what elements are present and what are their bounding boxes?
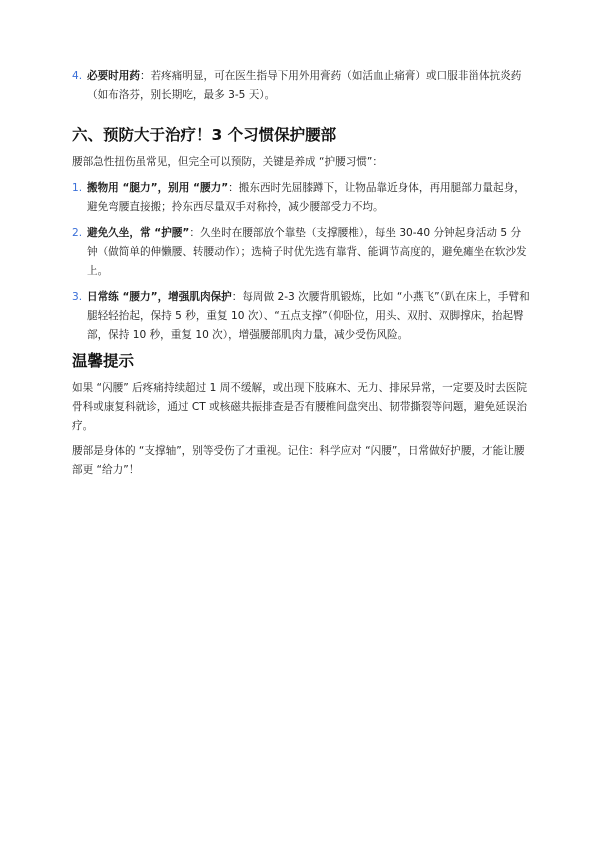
list-item — [72, 179, 530, 217]
list-item-heading: 必要时用药 — [87, 70, 140, 82]
list-number: 3. — [72, 291, 83, 303]
list-item-heading: 日常练 “腰力”，增强肌肉保护 — [87, 291, 232, 303]
list-item — [72, 288, 530, 345]
list-item-text: ：久坐时在腰部放个靠垫（支撑腰椎），每坐 30-40 分钟起身活动 5 分钟（做简单的伸懒腰、转腰动作）；选椅子时优先选有靠背、能调节高度的，避免瘫坐在软沙发上。 — [87, 227, 527, 277]
treatment-list-continued — [72, 67, 530, 105]
prevention-list — [72, 179, 530, 345]
list-item — [72, 224, 530, 281]
list-item-text: ：搬东西时先屈膝蹲下，让物品靠近身体，再用腿部力量起身，避免弯腰直接搬；拎东西尽量双手对称拎，减少腰部受力不均。 — [87, 182, 525, 213]
tips-paragraph: 腰部是身体的 “支撑轴”，别等受伤了才重视。记住：科学应对 “闪腰”，日常做好护腰，才能让腰部更 “给力”！ — [72, 445, 525, 476]
list-number: 2. — [72, 227, 83, 239]
list-number: 1. — [72, 182, 83, 194]
list-item-text: ：若疼痛明显，可在医生指导下用外用膏药（如活血止痛膏）或口服非甾体抗炎药（如布洛芬，别长期吃，最多 3-5 天）。 — [87, 70, 522, 101]
tips-paragraph: 如果 “闪腰” 后疼痛持续超过 1 周不缓解，或出现下肢麻木、无力、排尿异常，一定要及时去医院骨科或康复科就诊，通过 CT 或核磁共振排查是否有腰椎间盘突出、韧带撕裂等问题，避免延误治疗。 — [72, 382, 527, 432]
section-title: 六、预防大于治疗！3 个习惯保护腰部 — [72, 126, 337, 144]
tips-title: 温馨提示 — [72, 352, 135, 370]
list-item — [72, 67, 530, 105]
list-number: 4. — [72, 70, 83, 82]
section-intro: 腰部急性扭伤虽常见，但完全可以预防，关键是养成 “护腰习惯”： — [72, 156, 383, 168]
list-item-text: ：每周做 2-3 次腰背肌锻炼，比如 “小燕飞”（趴在床上，手臂和腿轻轻抬起，保持 5 秒，重复 10 次）、“五点支撑”（仰卧位，用头、双肘、双脚撑床，抬起臀部，保持 10 秒，重复 10 次），增强腰部肌肉力量，减少受伤风险。 — [87, 291, 530, 341]
list-item-heading: 避免久坐，常 “护腰” — [87, 227, 190, 239]
list-item-heading: 搬物用 “腿力”，别用 “腰力” — [87, 182, 229, 194]
